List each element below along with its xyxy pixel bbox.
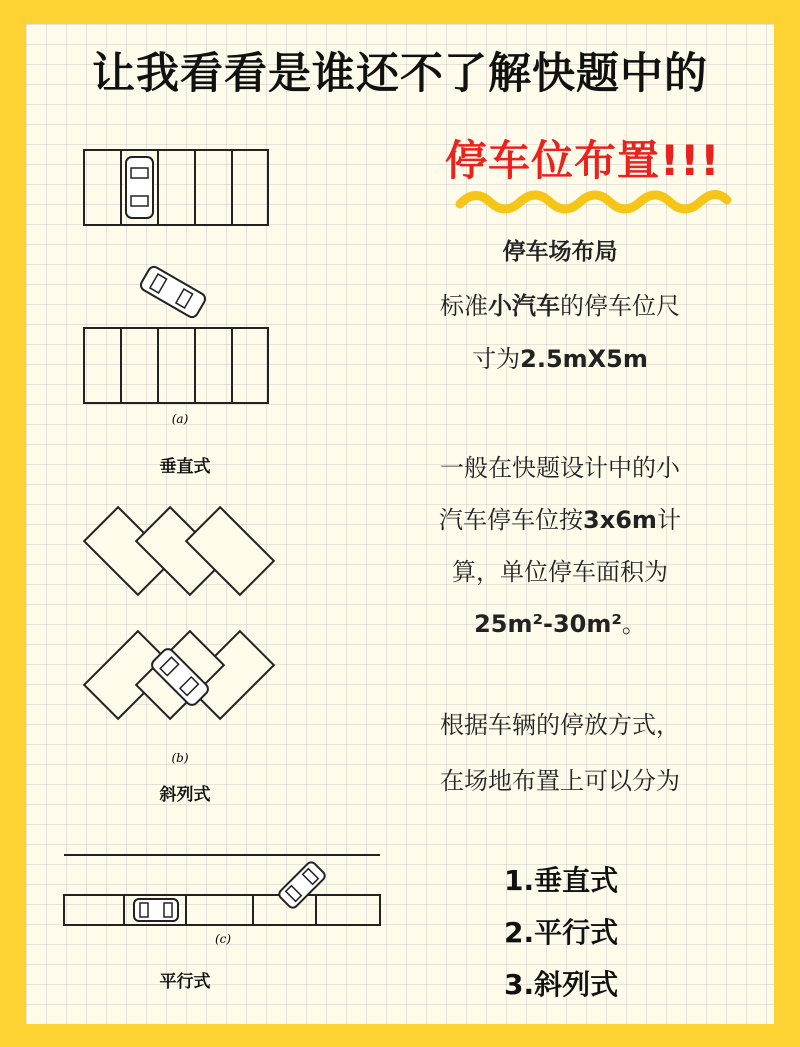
paragraph-design-rule — [395, 442, 725, 650]
paragraph-standard-size — [395, 286, 725, 374]
text: 寸为 — [472, 345, 521, 373]
car-icon — [277, 860, 326, 909]
list-item: 1.垂直式 — [504, 864, 619, 897]
diagram-parallel-parking — [60, 845, 385, 950]
page-subtitle: 停车位布置!!! — [445, 136, 721, 185]
text: 一般在快题设计中的小 — [440, 454, 680, 482]
text: 算，单位停车面积为 — [452, 558, 668, 586]
page-title: 让我看看是谁还不了解快题中的 — [92, 49, 708, 99]
text-highlight: 3x6m — [583, 506, 657, 534]
diagram-label: 斜列式 — [159, 785, 211, 805]
diagram-caption: (c) — [214, 932, 232, 946]
diagram-perpendicular-parking — [70, 140, 290, 440]
text: 在场地布置上可以分为 — [440, 767, 680, 795]
paragraph-classification — [395, 697, 725, 809]
car-icon — [134, 899, 178, 921]
text: 。 — [621, 610, 646, 638]
text: 汽车停车位按 — [439, 506, 584, 534]
list-item: 2.平行式 — [504, 916, 619, 949]
car-icon — [139, 265, 207, 320]
diagram-caption: (a) — [171, 412, 189, 426]
text-highlight: 25m²-30m² — [474, 610, 622, 638]
diagram-angled-parking — [80, 505, 280, 785]
diagram-label: 平行式 — [159, 972, 211, 992]
text-highlight: 小汽车 — [488, 292, 560, 320]
text: 根据车辆的停放方式， — [440, 711, 680, 739]
wavy-underline-decoration — [455, 182, 735, 216]
diagram-label: 垂直式 — [159, 457, 211, 477]
text: 的停车位尺 — [560, 292, 680, 320]
car-icon — [126, 157, 153, 218]
text-highlight: 2.5mX5m — [520, 345, 648, 373]
text: 计 — [656, 506, 681, 534]
text: 标准 — [440, 292, 488, 320]
section-heading: 停车场布局 — [502, 239, 618, 265]
diagram-caption: (b) — [171, 751, 189, 765]
list-item: 3.斜列式 — [504, 968, 619, 1001]
parking-type-list — [504, 855, 618, 1011]
